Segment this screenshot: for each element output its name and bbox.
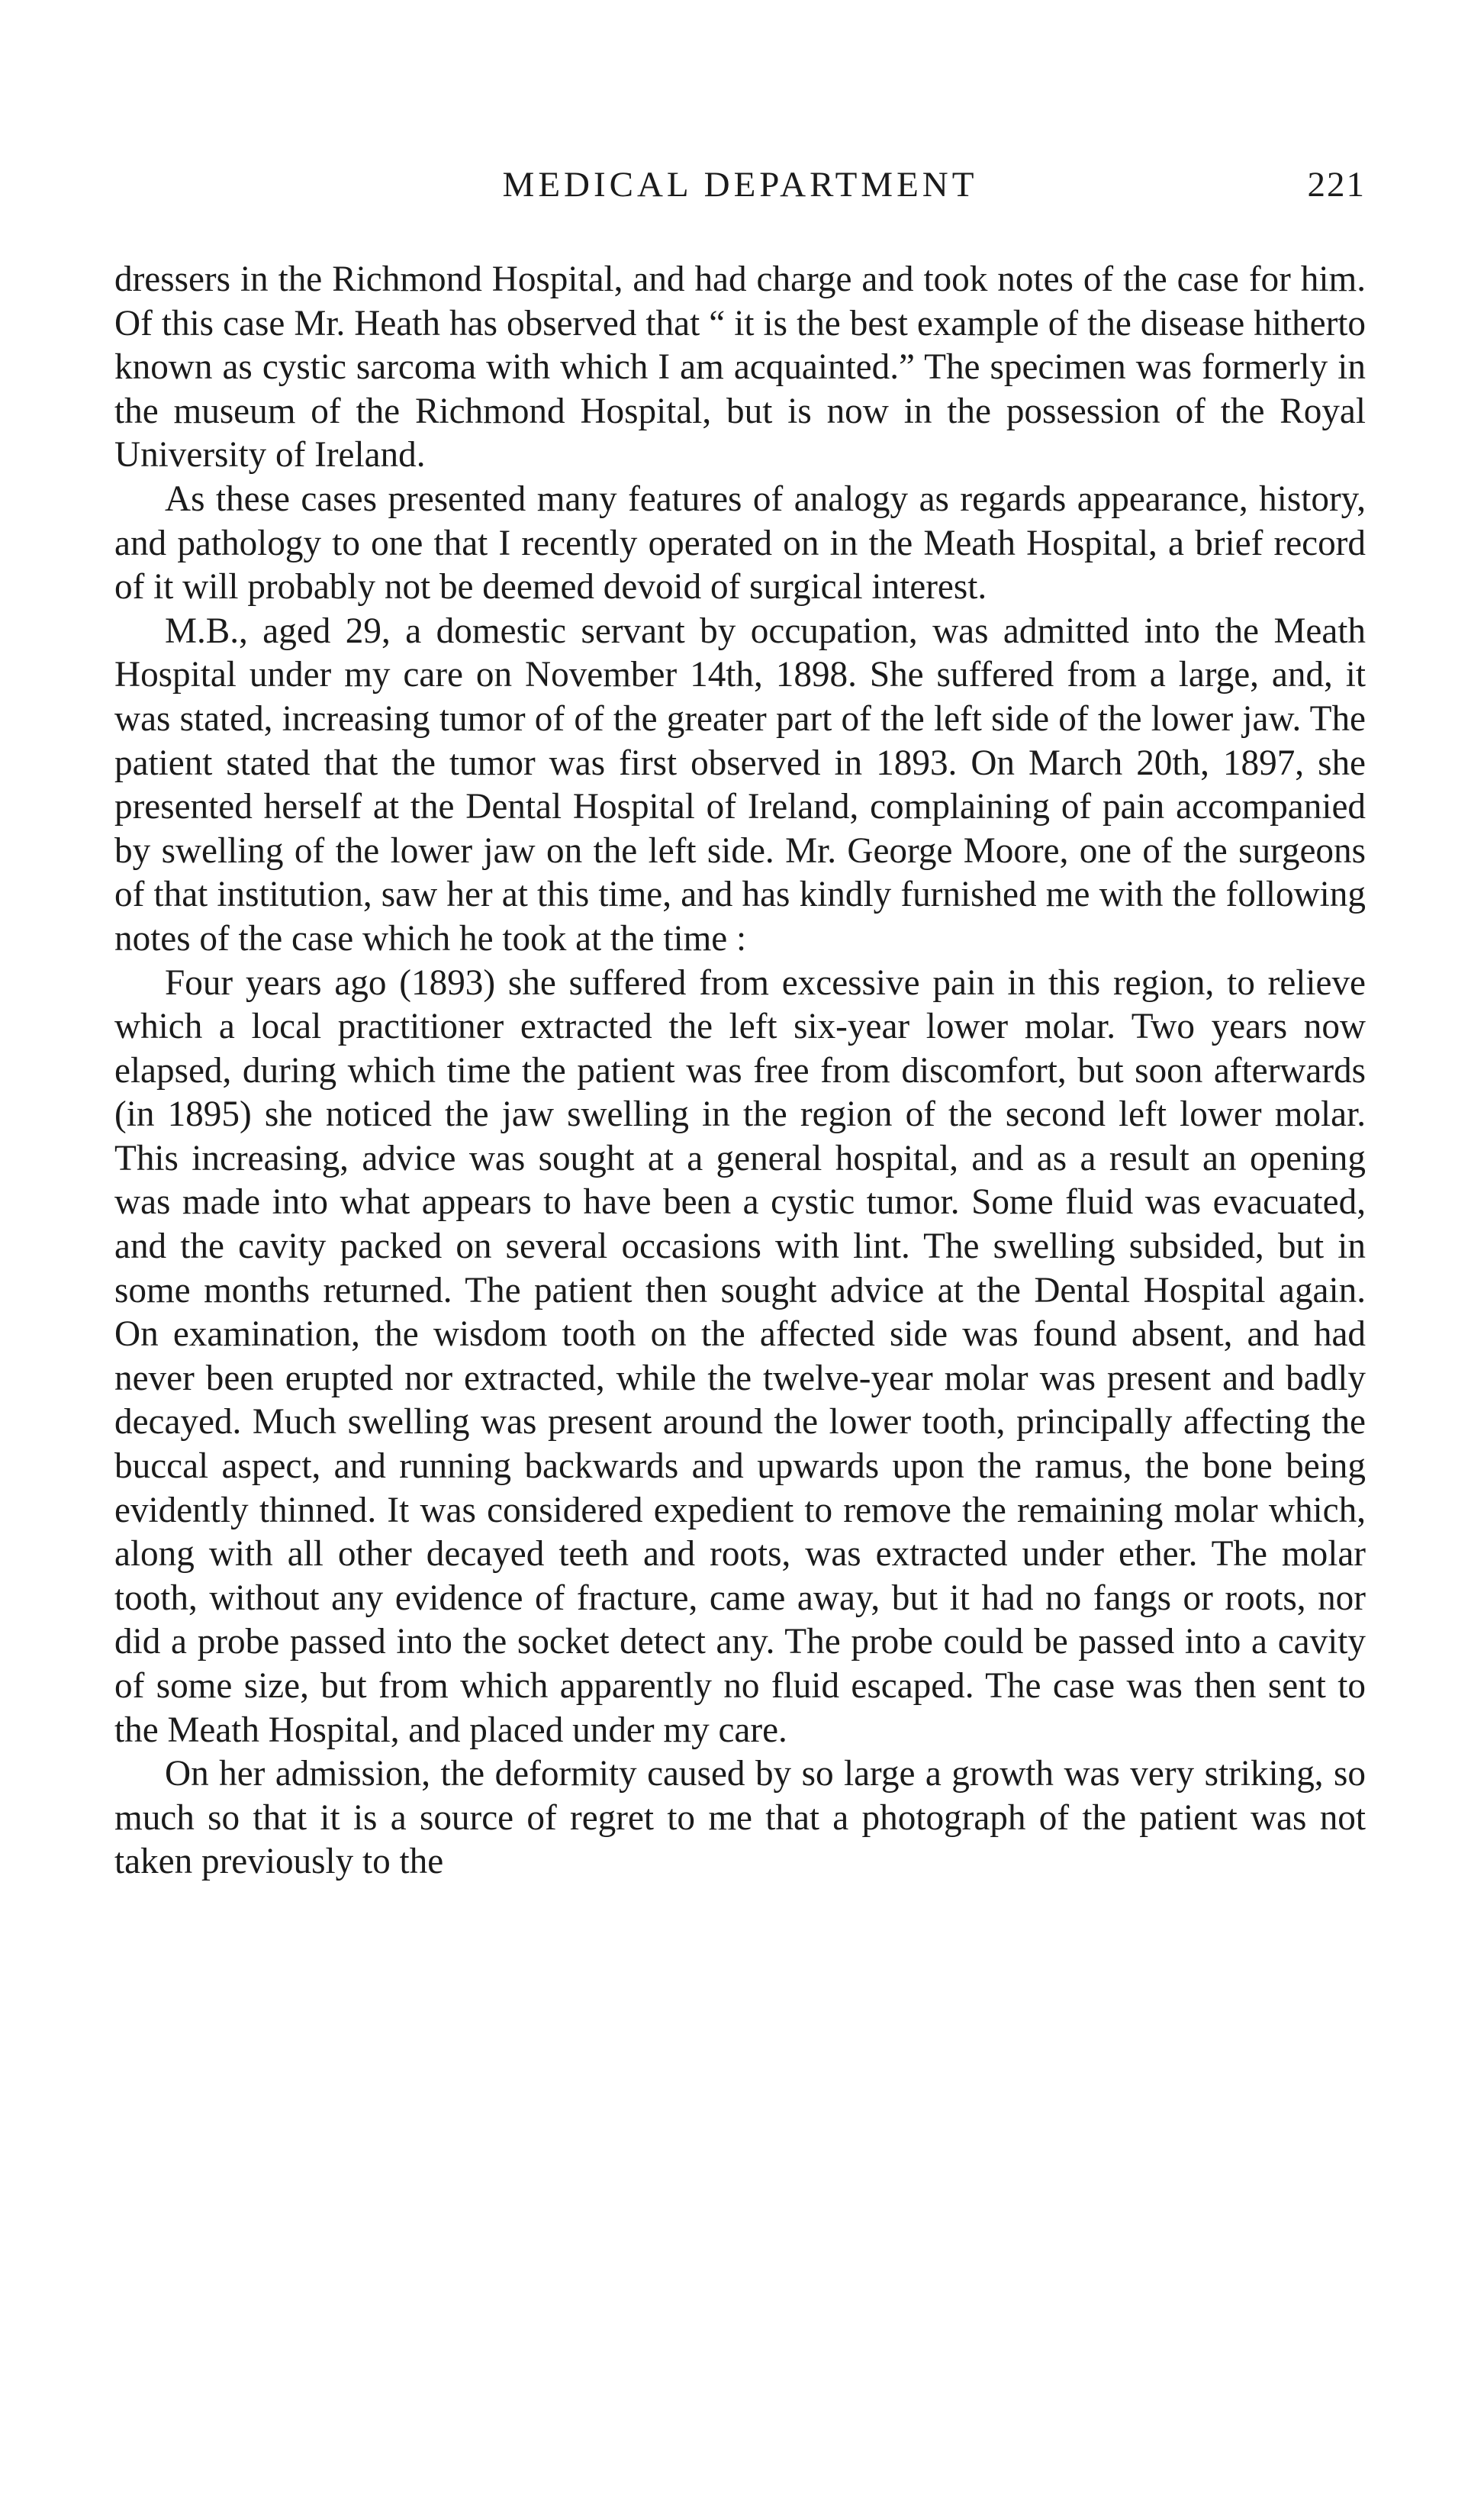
running-head: MEDICAL DEPARTMENT — [502, 165, 978, 205]
paragraph: M.B., aged 29, a domestic servant by occupation, was admitted into the Meath Hospital under my care on November 14th, 1898. She suffered from a large, and, it was stated, increasing tumor of of the greater part of the left side of the lower jaw. The patient stated that the tumor was first observed in 1893. On March 20th, 1897, she presented herself at the Dental Hospital of Ireland, complaining of pain accompanied by swelling of the lower jaw on the left side. Mr. George Moore, one of the surgeons of that institution, saw her at this time, and has kindly furnished me with the following notes of the case which he took at the time : — [114, 611, 1366, 959]
page-number: 221 — [1307, 165, 1366, 205]
paragraph: On her admission, the deformity caused by so large a growth was very striking, so much so that it is a source of regret to me that a photograph of the patient was not taken previously to the — [114, 1754, 1366, 1882]
page-header — [114, 162, 1366, 208]
body-text — [114, 258, 1366, 1884]
paragraph: As these cases presented many features of analogy as regards appearance, history, and pathology to one that I recently operated on in the Meath Hospital, a brief record of it will probably not be deemed devoid of surgical interest. — [114, 479, 1366, 608]
paragraph: Four years ago (1893) she suffered from excessive pain in this region, to relieve which a local practitioner extracted the left six-year lower molar. Two years now elapsed, during which time the patient was free from discomfort, but soon afterwards (in 1895) she noticed the jaw swelling in the region of the second left lower molar. This increasing, advice was sought at a general hospital, and as a result an opening was made into what appears to have been a cystic tumor. Some fluid was evacuated, and the cavity packed on several occasions with lint. The swelling subsided, but in some months returned. The patient then sought advice at the Dental Hospital again. On examination, the wisdom tooth on the affected side was found absent, and had never been erupted nor extracted, while the twelve-year molar was present and badly decayed. Much swelling was present around the lower tooth, principally affecting the buccal aspect, and running backwards and upwards upon the ramus, the bone being evidently thinned. It was considered expedient to remove the remaining molar which, along with all other decayed teeth and roots, was extracted under ether. The molar tooth, without any evidence of fracture, came away, but it had no fangs or roots, nor did a probe passed into the socket detect any. The probe could be passed into a cavity of some size, but from which apparently no fluid escaped. The case was then sent to the Meath Hospital, and placed under my care. — [114, 962, 1366, 1750]
paragraph-continued: dressers in the Richmond Hospital, and had charge and took notes of the case for him. Of this case Mr. Heath has observed that “ it is the best example of the disease hitherto known as cystic sarcoma with which I am acquainted.” The specimen was formerly in the museum of the Richmond Hospital, but is now in the possession of the Royal University of Ireland. — [114, 259, 1366, 475]
